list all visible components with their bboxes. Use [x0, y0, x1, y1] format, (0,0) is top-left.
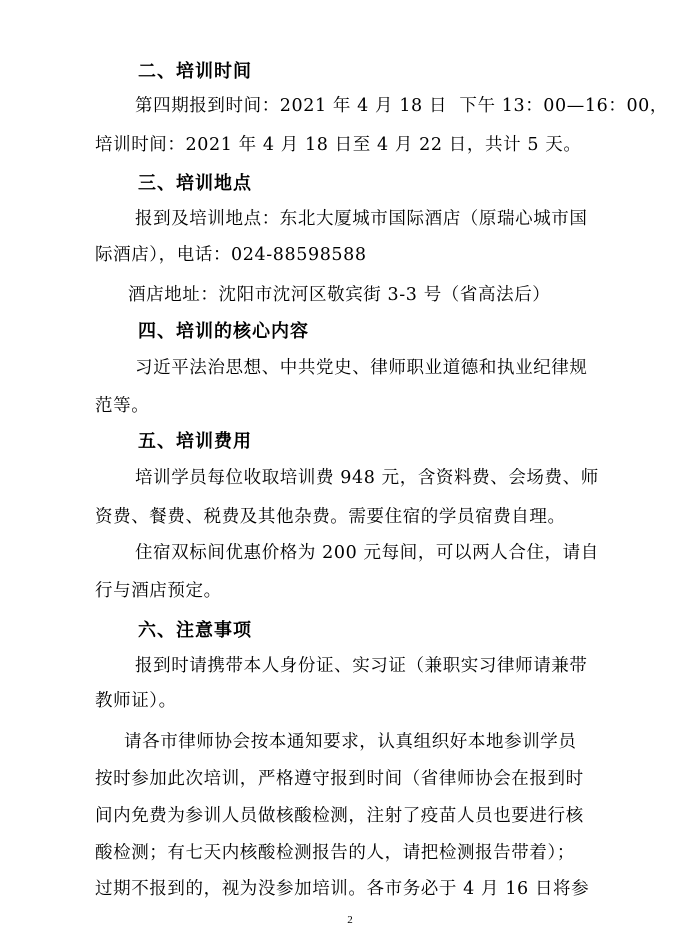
section-heading-training-time: 二、培训时间	[138, 61, 252, 82]
paragraph-line: 培训时间：2021 年 4 月 18 日至 4 月 22 日，共计 5 天。	[95, 135, 582, 155]
paragraph-line: 请各市律师协会按本通知要求，认真组织好本地参训学员	[124, 732, 577, 752]
paragraph-line: 第四期报到时间：2021 年 4 月 18 日 下午 13：00—16：00，	[135, 96, 669, 116]
paragraph-line: 过期不报到的，视为没参加培训。各市务必于 4 月 16 日将参	[95, 879, 590, 899]
paragraph-line: 教师证）。	[95, 691, 177, 711]
section-heading-notes: 六、注意事项	[138, 620, 252, 641]
paragraph-line: 际酒店），电话：024-88598588	[95, 245, 367, 265]
paragraph-line: 资费、餐费、税费及其他杂费。需要住宿的学员宿费自理。	[95, 507, 566, 527]
section-heading-training-location: 三、培训地点	[138, 173, 252, 194]
paragraph-line: 范等。	[95, 396, 150, 416]
paragraph-line: 酸检测；有七天内核酸检测报告的人，请把检测报告带着）；	[95, 843, 575, 863]
paragraph-line: 习近平法治思想、中共党史、律师职业道德和执业纪律规	[135, 358, 588, 378]
paragraph-line: 行与酒店预定。	[95, 581, 222, 601]
section-heading-training-fees: 五、培训费用	[138, 431, 252, 452]
paragraph-line: 住宿双标间优惠价格为 200 元每间，可以两人合住，请自	[135, 543, 599, 563]
paragraph-line: 培训学员每位收取培训费 948 元，含资料费、会场费、师	[135, 468, 599, 488]
paragraph-line: 按时参加此次培训，严格遵守报到时间（省律师协会在报到时	[95, 769, 584, 789]
paragraph-line: 报到时请携带本人身份证、实习证（兼职实习律师请兼带	[135, 656, 588, 676]
page-number: 2	[347, 914, 353, 926]
paragraph-line: 间内免费为参训人员做核酸检测，注射了疫苗人员也要进行核	[95, 806, 584, 826]
paragraph-line: 酒店地址：沈阳市沈河区敬宾街 3-3 号（省高法后）	[128, 285, 551, 305]
paragraph-line: 报到及培训地点：东北大厦城市国际酒店（原瑞心城市国	[135, 209, 588, 229]
section-heading-core-content: 四、培训的核心内容	[138, 321, 309, 342]
